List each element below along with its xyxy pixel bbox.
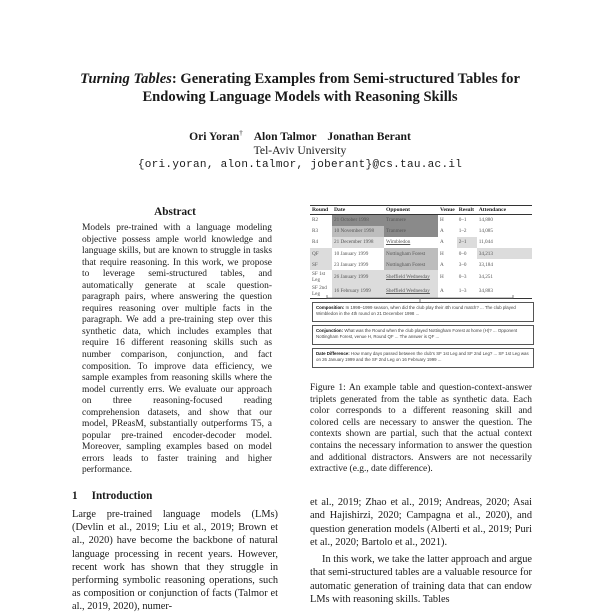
table-cell: H	[440, 217, 444, 224]
table-cell: 1–2	[458, 228, 467, 235]
context-label: Conjunction:	[316, 328, 344, 333]
table-cell: 14,880	[478, 217, 493, 224]
context-text: In 1998–1999 season, when did the club play their 4th round match? ... The club played Wimbledon in the 4th round on 21 December 1998 ...	[316, 305, 516, 316]
table-cell: Nottingham Forest	[384, 248, 438, 259]
table-cell: A	[440, 239, 444, 246]
context-box-composition	[312, 302, 534, 322]
right-column-paragraph-2: In this work, we take the latter approach and argue that semi-structured tables are a valuable resource for automatic generation of training data that can endow LMs with reasoning skills. Tables	[310, 554, 532, 605]
table-header: Result	[457, 206, 477, 215]
table-cell: 21 October 1998	[332, 215, 384, 226]
table-row	[310, 226, 532, 237]
table-cell: 16 February 1999	[332, 284, 384, 298]
table-header: Opponent	[384, 206, 438, 215]
table-cell: Nottingham Forest	[384, 259, 438, 270]
table-cell: 3–0	[458, 261, 467, 268]
title-italic-part: Turning Tables	[80, 71, 172, 87]
table-cell: 34,251	[478, 274, 493, 281]
table-cell: 21 December 1998	[332, 237, 384, 248]
author-3: Jonathan Berant	[327, 129, 411, 143]
author-2: Alon Talmor	[253, 129, 317, 143]
table-cell: 0–1	[458, 217, 467, 224]
introduction-text: Large pre-trained language models (LMs) (Devlin et al., 2019; Liu et al., 2019; Brown et al., 2020) have become the backbone of natural language processing in recent years. However, recent work has shown that they struggle in performing symbolic reasoning operations, such as composition or conjunction of facts (Talmor et al., 2019, 2020), numer-	[72, 509, 278, 613]
title-line1-rest: : Generating Examples from Semi-structured Tables for	[171, 71, 520, 87]
affiliation: Tel-Aviv University	[253, 143, 347, 157]
section-title: Introduction	[91, 490, 153, 502]
table-cell: A	[440, 261, 444, 268]
table-cell: 10 January 1999	[334, 250, 369, 257]
table-cell: A	[438, 284, 457, 298]
table-cell: QF	[310, 248, 332, 259]
context-text: How many days passed between the club's SF 1st Leg and SF 2nd Leg? ... SF 1st Leg was on 26 January 1999 and the SF 2nd Leg on 16 February 1999 ...	[316, 351, 529, 362]
abstract-text: Models pre-trained with a language modeling objective possess ample world knowledge and language skills, but are known to struggle in tasks that require reasoning. In this work, we propose to leverage semi-structured tables, and automatically generate at scale question-paragraph pairs, where answering the question requires reasoning over multiple facts in the paragraph. We add a pre-training step over this synthetic data, which includes examples that require 16 different reasoning skills such as number comparison, conjunction, and fact composition. To improve data efficiency, we sample examples from reasoning skills where the model currently errs. We evaluate our approach on three reasoning-focused reading comprehension datasets, and show that our model, PReasM, substantially outperforms T5, a popular pre-trained encoder-decoder model. Moreover, sampling examples based on model errors leads to faster training and higher performance.	[82, 223, 272, 476]
table-header: Attendance	[477, 206, 532, 215]
table-cell: H	[440, 274, 444, 281]
right-column-paragraph-1: et al., 2019; Zhao et al., 2019; Andreas, 2020; Asai and Hajishirzi, 2020; Campagna et al., 2020), and question generation models (Alberti et al., 2019; Puri et al., 2020; Bartolo et al., 2021).	[310, 497, 532, 549]
table-cell: Tranmere	[384, 226, 438, 237]
table-row	[310, 270, 532, 284]
table-cell: R2	[312, 217, 319, 224]
table-cell: 11,044	[478, 239, 493, 246]
context-label: Composition:	[316, 305, 345, 310]
table-row	[310, 259, 532, 270]
table-cell: Tranmere	[384, 215, 438, 226]
figure-arrow	[325, 294, 515, 302]
section-number: 1	[72, 490, 78, 502]
abstract-heading: Abstract	[154, 206, 196, 218]
table-cell: Sheffield Wednesday	[384, 270, 438, 284]
author-1-name: Ori Yoran	[189, 129, 240, 143]
title-line2: Endowing Language Models with Reasoning Skills	[142, 89, 458, 105]
context-label: Date Difference:	[316, 351, 350, 356]
table-row	[310, 215, 532, 226]
context-box-date-difference	[312, 348, 534, 368]
context-box-conjunction	[312, 325, 534, 345]
table-cell: SF	[310, 259, 332, 270]
table-cell: 10 November 1998	[332, 226, 384, 237]
table-cell: H	[440, 250, 444, 257]
author-emails: {ori.yoran, alon.talmor, joberant}@cs.tau.ac.il	[137, 158, 463, 171]
table-cell: 14,085	[478, 228, 493, 235]
table-cell: 34,213	[477, 248, 532, 259]
figure-table	[310, 205, 532, 299]
author-1	[189, 130, 243, 143]
table-cell: R4	[312, 239, 319, 246]
table-cell: SF 2nd Leg	[310, 284, 332, 298]
table-cell: Sheffield Wednesday	[384, 284, 438, 298]
table-cell: 0–3	[458, 274, 467, 281]
introduction-heading	[72, 490, 152, 502]
paper-title	[40, 70, 560, 106]
table-cell: 0–0	[458, 250, 467, 257]
table-cell: 1–3	[457, 284, 477, 298]
author-1-mark: †	[239, 129, 243, 137]
author-names	[0, 126, 600, 144]
table-cell: A	[440, 228, 444, 235]
table-cell: 34,883	[477, 284, 532, 298]
table-cell: R3	[312, 228, 319, 235]
table-header: Date	[332, 206, 384, 215]
table-header: Venue	[440, 207, 455, 213]
table-cell: 23 January 1999	[334, 261, 369, 268]
table-row	[310, 248, 532, 259]
table-cell: Wimbledon	[386, 239, 411, 246]
table-cell: 33,184	[478, 261, 493, 268]
figure-caption: Figure 1: An example table and question-context-answer triplets generated from the table as synthetic data. Each color corresponds to a different reasoning skill and colored cells are necessary to answer the question. The contexts shown are partial, such that the actual context contains the necessary information to answer the question and additional distractors. Answers are not necessarily extractive (e.g., date difference).	[310, 383, 532, 475]
table-cell: SF 1st Leg	[312, 271, 326, 284]
table-cell: 2–1	[457, 237, 477, 248]
table-cell: 26 January 1999	[332, 270, 384, 284]
table-row	[310, 237, 532, 248]
table-header-row	[310, 206, 532, 215]
context-text: What was the Round when the club played Nottingham Forest at home (H)? ... Opponent Nottingham Forest, venue H, Round QF ... The answer is QF ...	[316, 328, 518, 339]
authors-block	[0, 126, 600, 172]
table-header: Round	[310, 206, 332, 215]
